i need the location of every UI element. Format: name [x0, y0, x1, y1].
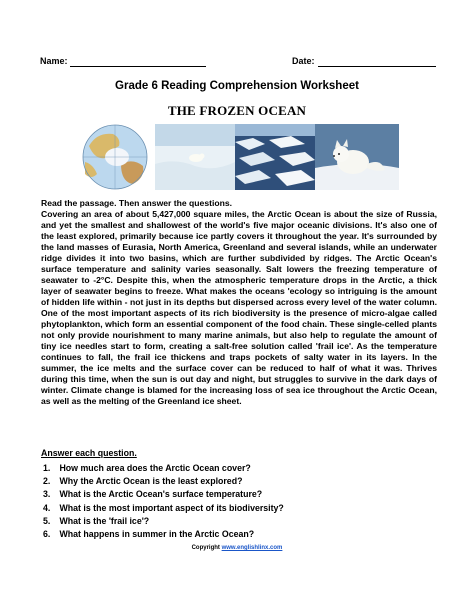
reading-passage: Covering an area of about 5,427,000 square miles, the Arctic Ocean is about the size of Russia, and yet the smallest and shallowest of the world's five major oceanic divisions. It's also one of the least explored, primarily because ice partly covers it throughout the year. It's surrounded by the land masses of Eurasia, North America, Greenland and several islands, while an underwater ridge divides it into two basins, which are further subdivided by ridges. The Arctic Ocean's surface temperature and salinity varies seasonally. Salt lowers the freezing temperature of seawater to -2°C. Despite this, when the atmospheric temperature drops in the Arctic, a thick layer of seawater begins to freeze. What makes the oceans 'ecology so intriguing is the amount of hidden life within - not just in its depths but dispersed across every level of the water column. One of the most important aspects of its rich biodiversity is the presence of micro-algae called phytoplankton, which form an essential component of the food chain. These single-celled plants not only provide nourishment to many marine animals, but also help to regulate the amount of tiny ice needles start to form, creating a salt-free solution called 'frail ice'. As the temperature continues to fall, the frail ice thickens and traps pockets of salty water in its layers. In the summer, the ice melts and the surface cover can be reduced to half of what it was. Thrives during this time, when the sun is out day and night, but struggles to survive in the dark days of winter. Climate change is blamed for the increasing loss of sea ice throughout the Arctic Ocean, as well as the melting of the Greenland ice sheet. [41, 209, 437, 406]
question-number: 4. [43, 502, 51, 513]
arctic-map-icon [75, 124, 155, 190]
ice-floes-icon [235, 124, 315, 190]
question-item [41, 488, 431, 501]
question-text: What is the 'frail ice'? [59, 515, 150, 526]
question-text: How much area does the Arctic Ocean cover? [59, 463, 251, 473]
question-number: 6. [43, 528, 51, 539]
copyright-link[interactable]: www.englishlinx.com [221, 545, 283, 551]
question-number: 3. [43, 489, 51, 500]
question-text: What happens in summer in the Arctic Ocean? [59, 528, 255, 539]
question-text: What is the Arctic Ocean's surface temperature? [59, 489, 263, 500]
question-text: Why the Arctic Ocean is the least explored? [59, 476, 243, 487]
question-item [41, 475, 431, 488]
questions-heading: Answer each question. [41, 448, 137, 458]
instructions-text: Read the passage. Then answer the questions. [41, 198, 233, 208]
copyright-footer [0, 545, 474, 551]
name-date-row [40, 56, 440, 70]
question-item [41, 462, 431, 475]
arctic-fox-icon [315, 124, 399, 190]
question-number: 2. [43, 476, 51, 487]
question-number: 1. [43, 463, 51, 473]
question-text: What is the most important aspect of its biodiversity? [59, 502, 284, 513]
question-list [41, 462, 431, 541]
worksheet-title: THE FROZEN OCEAN [167, 103, 307, 118]
question-item [41, 528, 431, 541]
question-item [41, 502, 431, 515]
question-number: 5. [43, 515, 51, 526]
name-label: Name: [40, 56, 68, 66]
question-item [41, 515, 431, 528]
date-label: Date: [292, 56, 315, 66]
polar-bear-icon [155, 124, 235, 190]
name-line [70, 66, 206, 67]
worksheet-heading: Grade 6 Reading Comprehension Worksheet [115, 80, 359, 92]
copyright-text: Copyright [191, 545, 222, 551]
photo-strip [75, 124, 399, 190]
date-line [318, 66, 436, 67]
